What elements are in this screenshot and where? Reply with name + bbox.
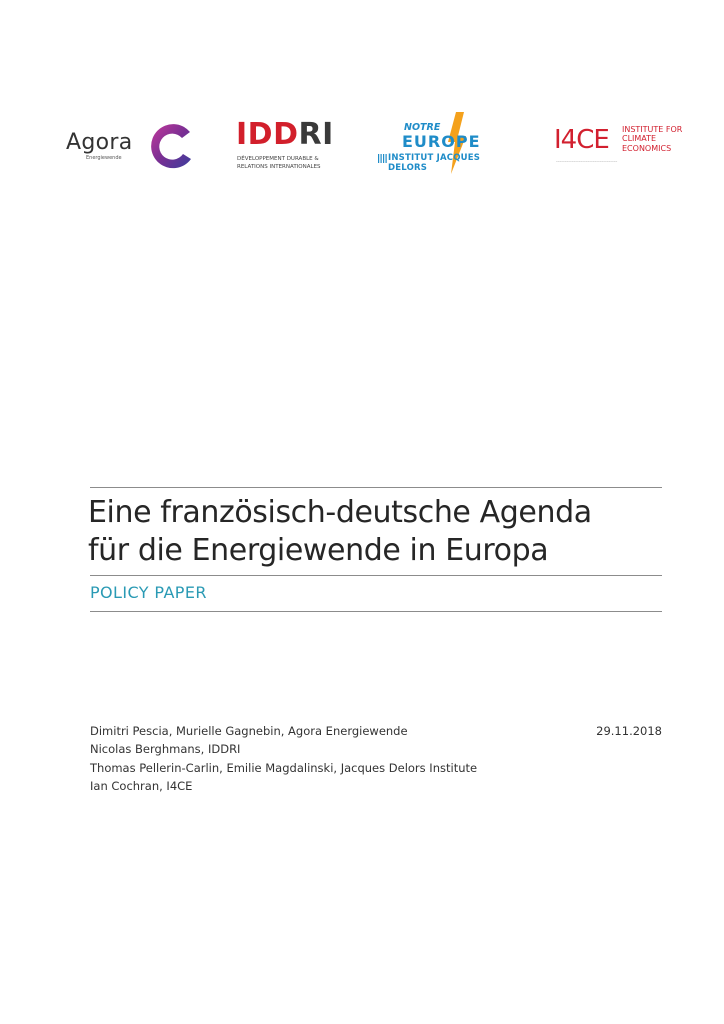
iddri-logo [236,117,346,176]
author-list [90,722,510,795]
agora-c-icon [145,119,199,173]
document-title [88,494,668,570]
iddri-tagline: DÉVELOPPEMENT DURABLE & RELATIONS INTERNATIONALES [237,156,321,170]
notre-europe-line3: INSTITUT JACQUES DELORS [388,153,481,173]
author-line: Ian Cochran, I4CE [90,778,193,793]
title-bottom-rule [90,575,662,576]
agora-tagline: Energiewende [86,155,122,161]
publication-date: 29.11.2018 [596,724,662,738]
author-line: Nicolas Berghmans, IDDRI [90,742,241,757]
i4ce-wordmark: I4CE [554,125,609,155]
iddri-wordmark: IDDRI [236,117,334,152]
title-line-2: für die Energiewende in Europa [88,533,549,568]
document-type-label: POLICY PAPER [90,583,207,602]
agora-logo [66,118,201,176]
title-line-1: Eine französisch-deutsche Agenda [88,495,592,530]
notre-europe-line2: EUROPE [402,132,481,151]
doc-type-rule [90,611,662,612]
title-top-rule [90,487,662,488]
i4ce-tagline: ––––––––––––––––––––––––––––––––––– [556,159,618,163]
author-line: Thomas Pellerin-Carlin, Emilie Magdalinski, Jacques Delors Institute [90,760,478,775]
notre-europe-logo [376,110,518,174]
author-line: Dimitri Pescia, Murielle Gagnebin, Agora Energiewende [90,724,408,738]
bars-icon [378,154,388,163]
agora-wordmark: Agora [66,130,133,155]
notre-europe-line1: NOTRE [404,122,441,133]
i4ce-logo [554,124,683,168]
i4ce-side-text: INSTITUTE FOR CLIMATE ECONOMICS [622,125,683,153]
